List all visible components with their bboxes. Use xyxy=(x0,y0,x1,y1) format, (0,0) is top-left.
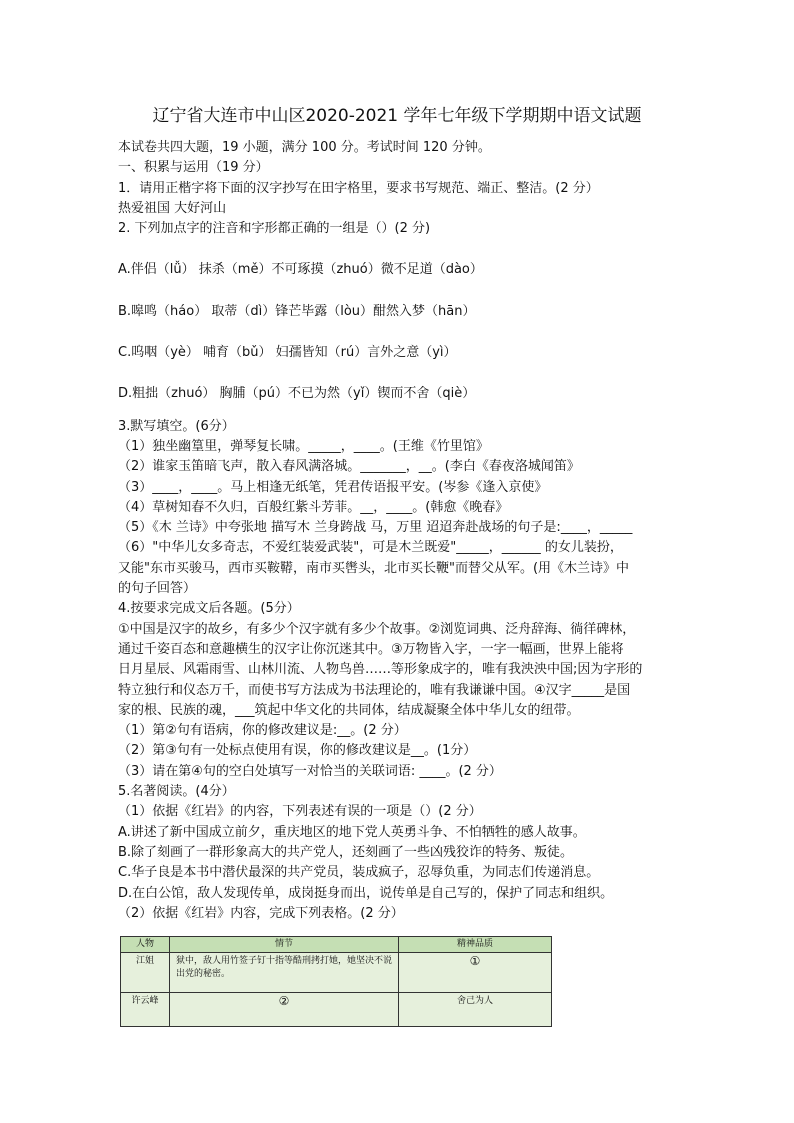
question-3-item: 的句子回答） xyxy=(118,581,197,597)
question-3-item: （2）谁家玉笛暗飞声，散入春风满洛城。_______，__。(李白《春夜洛城闻笛》 xyxy=(118,459,580,475)
choice-c: C.呜咽（yè） 哺育（bǔ） 妇孺皆知（rú）言外之意（yì） xyxy=(118,345,457,361)
table-row xyxy=(121,993,552,1027)
question-3-item: （6）"中华儿女多奇志，不爱红装爱武装"，可是木兰既爱"_____，______ 的女儿装扮， xyxy=(118,540,623,556)
question-4-passage: 家的根、民族的魂，___筑起中华文化的共同体，结成凝聚全体中华儿女的纽带。 xyxy=(118,702,580,718)
question-3-item: （4）草树知春不久归，百般红紫斗芳菲。__，____。(韩愈《晚春》 xyxy=(118,499,509,515)
question-4: 4.按要求完成文后各题。(5分） xyxy=(118,601,300,617)
question-4-passage: 通过千姿百态和意趣横生的汉字让你沉迷其中。③万物皆入字，一字一幅画，世界上能将 xyxy=(118,641,624,657)
question-3-item: （1）独坐幽篁里，弹琴复长啸。_____，____。(王维《竹里馆》 xyxy=(118,438,489,454)
table-cell: ① xyxy=(399,953,552,993)
table-cell: 许云峰 xyxy=(121,993,170,1027)
section-heading: 一、积累与运用（19 分） xyxy=(118,160,269,176)
table-header-cell: 精神品质 xyxy=(399,937,552,953)
table-header-row xyxy=(121,937,552,953)
question-4-passage: ①中国是汉字的故乡，有多少个汉字就有多少个故事。②浏览词典、泛舟辞海、徜徉碑林， xyxy=(118,621,636,637)
question-3-item: （3）____，____。马上相逢无纸笔，凭君传语报平安。(岑参《逢入京使》 xyxy=(118,479,548,495)
question-4-item: （3）请在第④句的空白处填写一对恰当的关联词语: ____。(2 分） xyxy=(118,763,502,779)
question-4-item: （1）第②句有语病，你的修改建议是:__。(2 分） xyxy=(118,723,407,739)
table-cell: 江姐 xyxy=(121,953,170,993)
document-title: 辽宁省大连市中山区2020-2021 学年七年级下学期期中语文试题 xyxy=(152,106,642,126)
question-5-option: C.华子良是本书中潜伏最深的共产党员，装成疯子，忍辱负重，为同志们传递消息。 xyxy=(118,865,600,881)
question-1-text: 热爱祖国 大好河山 xyxy=(118,200,227,216)
character-table xyxy=(120,936,552,1027)
question-5-option: A.讲述了新中国成立前夕，重庆地区的地下党人英勇斗争、不怕牺牲的感人故事。 xyxy=(118,824,586,840)
table-header-cell: 人物 xyxy=(121,937,170,953)
table-header-cell: 情节 xyxy=(170,937,399,953)
question-3-item: 又能"东市买骏马，西市买鞍鞯，南市买辔头，北市买长鞭"而替父从军。(用《木兰诗》中 xyxy=(118,560,630,576)
question-5: 5.名著阅读。(4分） xyxy=(118,784,235,800)
question-1: 1．请用正楷字将下面的汉字抄写在田字格里，要求书写规范、端正、整洁。(2 分） xyxy=(118,180,599,196)
table-cell: 舍己为人 xyxy=(399,993,552,1027)
question-5-option: D.在白公馆，敌人发现传单，成岗挺身而出，说传单是自己写的，保护了同志和组织。 xyxy=(118,885,614,901)
question-2: 2. 下列加点字的注音和字形都正确的一组是（）(2 分) xyxy=(118,221,431,237)
question-3-item: （5）《木 兰诗》中夸张地 描写木 兰身跨战 马，万里 迢迢奔赴战场的句子是:____，_____ xyxy=(118,520,633,536)
question-4-item: （2）第③句有一处标点使用有误，你的修改建议是__。(1分） xyxy=(118,743,477,759)
question-5-item: （2）依据《红岩》内容，完成下列表格。(2 分） xyxy=(118,905,404,921)
question-5-option: B.除了刻画了一群形象高大的共产党人，还刻画了一些凶残狡诈的特务、叛徒。 xyxy=(118,844,574,860)
question-4-passage: 日月星辰、风霜雨雪、山林川流、人物鸟兽……等形象成字的，唯有我泱泱中国;因为字形的 xyxy=(118,662,643,678)
exam-info: 本试卷共四大题，19 小题，满分 100 分。考试时间 120 分钟。 xyxy=(118,140,491,155)
document-body xyxy=(118,138,678,924)
choice-b: B.嗥鸣（háo） 取蒂（dì）锋芒毕露（lòu）酣然入梦（hān） xyxy=(118,303,476,319)
table-cell: 狱中，敌人用竹签子钉十指等酷刑拷打她，她坚决不说出党的秘密。 xyxy=(170,953,399,993)
table-cell: ② xyxy=(170,993,399,1027)
choice-d: D.粗拙（zhuó） 胸脯（pú）不已为然（yǐ）锲而不舍（qiè） xyxy=(118,386,476,402)
question-4-passage: 特立独行和仪态万千，而使书写方法成为书法理论的，唯有我谦谦中国。④汉字_____是国 xyxy=(118,682,631,698)
choice-a: A.伴侣（lǚ） 抹杀（mě）不可琢摸（zhuó）微不足道（dào） xyxy=(118,262,483,278)
question-5-item: （1）依据《红岩》的内容，下列表述有误的一项是（）(2 分） xyxy=(118,804,482,820)
table-row xyxy=(121,953,552,993)
question-3: 3.默写填空。(6分） xyxy=(118,418,235,434)
